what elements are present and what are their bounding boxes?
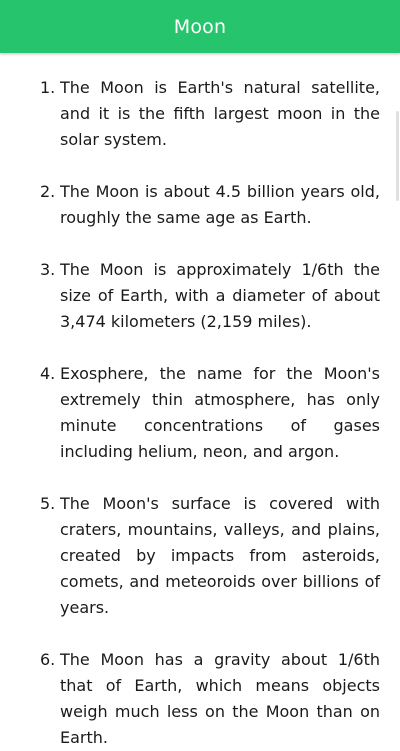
fact-number: 4. <box>40 364 56 383</box>
fact-text: The Moon is about 4.5 billion years old, roughly the same age as Earth. <box>60 182 380 227</box>
list-item <box>20 491 380 621</box>
fact-number: 5. <box>40 494 56 513</box>
fact-list <box>0 53 400 751</box>
list-item <box>20 257 380 335</box>
list-item <box>20 179 380 231</box>
fact-text: Exosphere, the name for the Moon's extremely thin atmosphere, has only minute concentrations of gases including helium, neon, and argon. <box>60 364 380 461</box>
list-item <box>20 75 380 153</box>
fact-number: 2. <box>40 182 56 201</box>
fact-text: The Moon is Earth's natural satellite, and it is the fifth largest moon in the solar system. <box>60 78 380 149</box>
facts-content[interactable] <box>0 53 400 747</box>
fact-number: 1. <box>40 78 56 97</box>
fact-text: The Moon has a gravity about 1/6th that of Earth, which means objects weigh much less on the Moon than on Earth. <box>60 650 380 747</box>
fact-number: 3. <box>40 260 56 279</box>
fact-text: The Moon's surface is covered with craters, mountains, valleys, and plains, created by impacts from asteroids, comets, and meteoroids over billions of years. <box>60 494 380 617</box>
list-item <box>20 647 380 751</box>
app-bar <box>0 0 400 53</box>
page-title: Moon <box>173 15 227 38</box>
fact-text: The Moon is approximately 1/6th the size of Earth, with a diameter of about 3,474 kilometers (2,159 miles). <box>60 260 380 331</box>
fact-number: 6. <box>40 650 56 669</box>
scrollbar[interactable] <box>396 111 399 201</box>
list-item <box>20 361 380 465</box>
